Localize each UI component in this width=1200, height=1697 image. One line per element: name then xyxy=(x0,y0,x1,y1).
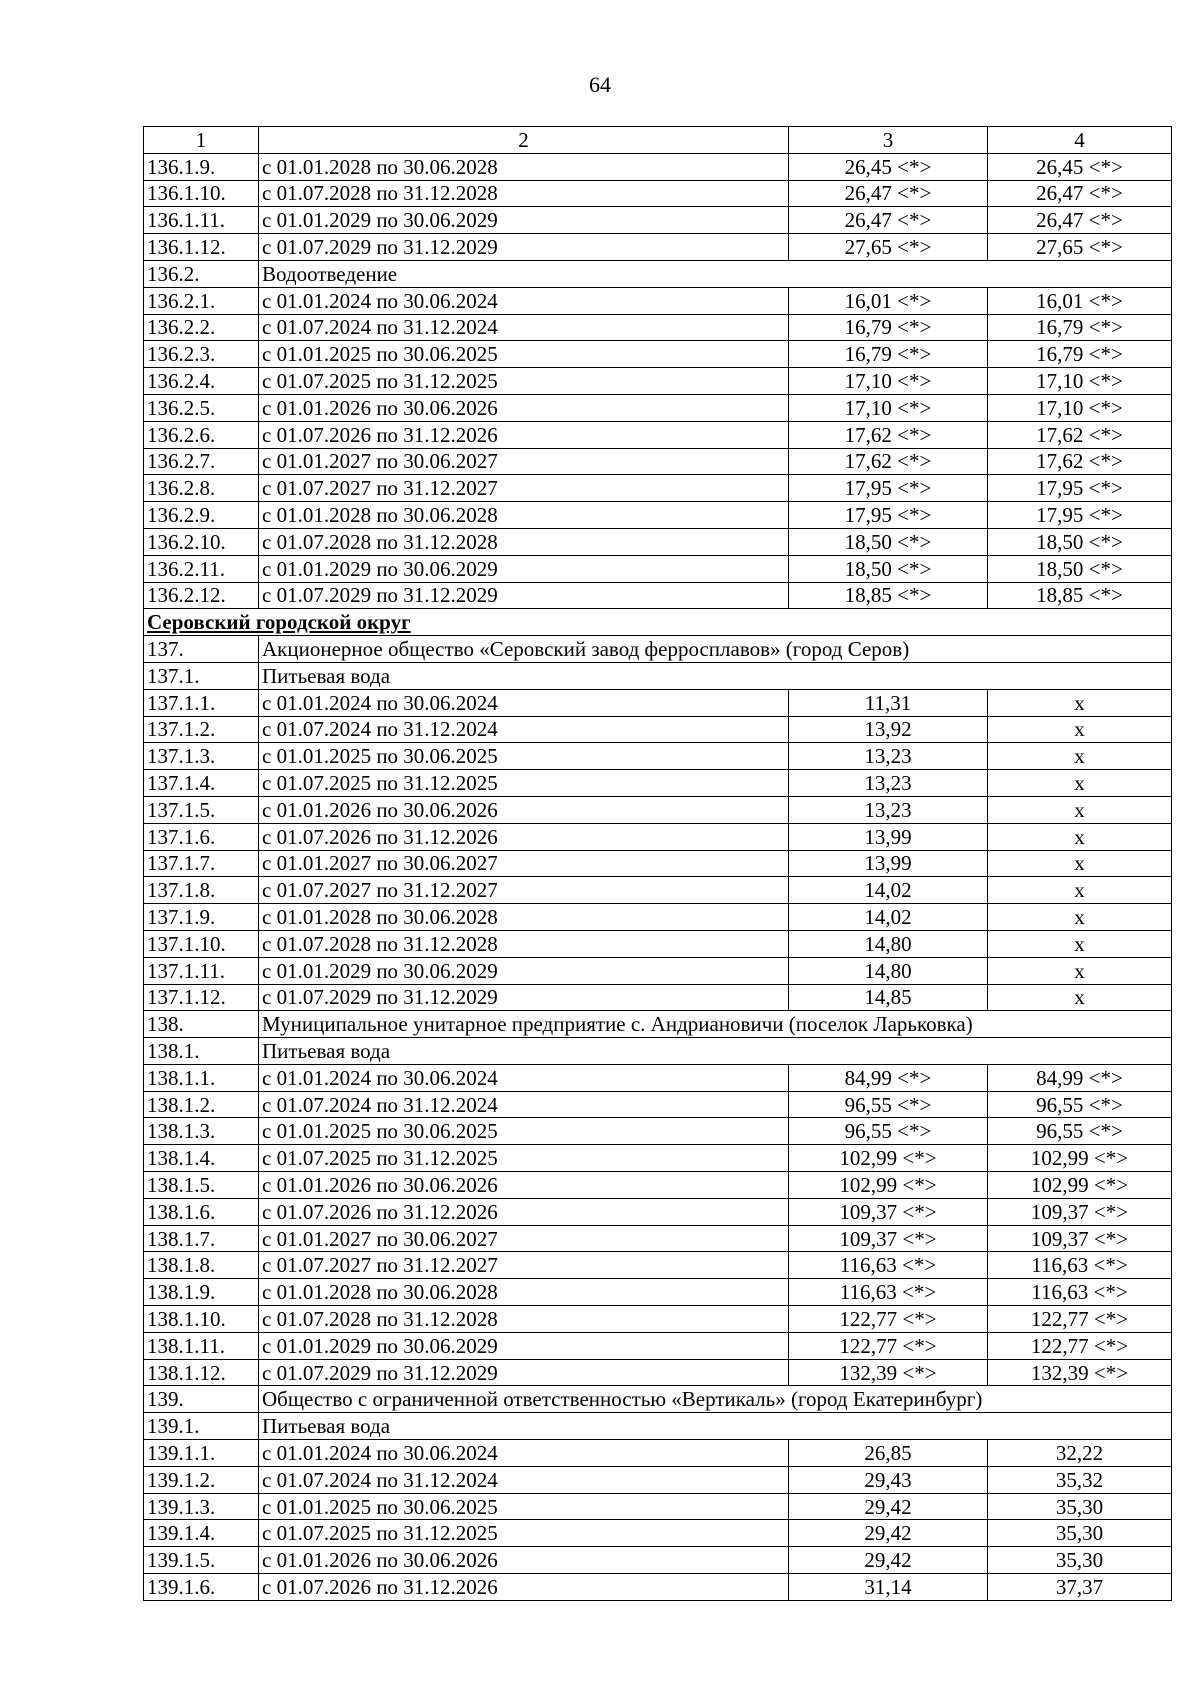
row-number: 137.1.10. xyxy=(144,930,259,957)
value-col3: 96,55 <*> xyxy=(789,1091,988,1118)
row-number: 138.1.8. xyxy=(144,1252,259,1279)
period-cell: с 01.01.2028 по 30.06.2028 xyxy=(259,502,789,529)
row-number: 136.2. xyxy=(144,260,259,287)
value-col3: 14,02 xyxy=(789,904,988,931)
value-col3: 26,47 <*> xyxy=(789,180,988,207)
value-col4: 35,30 xyxy=(988,1493,1172,1520)
table-row xyxy=(144,1306,1172,1333)
table-row xyxy=(144,877,1172,904)
row-number: 136.1.11. xyxy=(144,207,259,234)
period-cell: с 01.01.2025 по 30.06.2025 xyxy=(259,743,789,770)
period-cell: с 01.07.2025 по 31.12.2025 xyxy=(259,368,789,395)
table-row xyxy=(144,475,1172,502)
table-row xyxy=(144,1279,1172,1306)
value-col3: 17,62 <*> xyxy=(789,448,988,475)
period-cell: с 01.07.2027 по 31.12.2027 xyxy=(259,1252,789,1279)
table-body xyxy=(144,153,1172,1600)
row-number: 138.1.3. xyxy=(144,1118,259,1145)
row-number: 139.1. xyxy=(144,1413,259,1440)
period-cell: с 01.01.2026 по 30.06.2026 xyxy=(259,394,789,421)
row-number: 137.1.7. xyxy=(144,850,259,877)
table-row xyxy=(144,341,1172,368)
period-cell: с 01.01.2024 по 30.06.2024 xyxy=(259,689,789,716)
value-col4: 109,37 <*> xyxy=(988,1225,1172,1252)
value-col3: 14,80 xyxy=(789,930,988,957)
value-col4: 37,37 xyxy=(988,1574,1172,1601)
value-col4: х xyxy=(988,716,1172,743)
value-col3: 26,47 <*> xyxy=(789,207,988,234)
value-col3: 29,42 xyxy=(789,1520,988,1547)
district-title: Серовский городской округ xyxy=(144,609,1172,636)
table-row xyxy=(144,957,1172,984)
row-number: 138.1.2. xyxy=(144,1091,259,1118)
table-row xyxy=(144,904,1172,931)
row-number: 138.1.7. xyxy=(144,1225,259,1252)
value-col4: 122,77 <*> xyxy=(988,1332,1172,1359)
value-col4: 17,95 <*> xyxy=(988,475,1172,502)
table-row xyxy=(144,1172,1172,1199)
table-row xyxy=(144,1520,1172,1547)
section-title: Питьевая вода xyxy=(259,1413,1172,1440)
table-row xyxy=(144,582,1172,609)
table-row xyxy=(144,1198,1172,1225)
period-cell: с 01.01.2027 по 30.06.2027 xyxy=(259,1225,789,1252)
value-col3: 122,77 <*> xyxy=(789,1332,988,1359)
value-col3: 29,43 xyxy=(789,1466,988,1493)
value-col3: 84,99 <*> xyxy=(789,1064,988,1091)
row-number: 138.1.1. xyxy=(144,1064,259,1091)
table-row xyxy=(144,796,1172,823)
value-col3: 17,10 <*> xyxy=(789,394,988,421)
value-col3: 17,95 <*> xyxy=(789,502,988,529)
row-number: 137. xyxy=(144,636,259,663)
table-row xyxy=(144,850,1172,877)
value-col4: 18,50 <*> xyxy=(988,528,1172,555)
row-number: 139.1.4. xyxy=(144,1520,259,1547)
section-title: Акционерное общество «Серовский завод ферросплавов» (город Серов) xyxy=(259,636,1172,663)
value-col4: х xyxy=(988,850,1172,877)
period-cell: с 01.07.2028 по 31.12.2028 xyxy=(259,528,789,555)
table-row xyxy=(144,1225,1172,1252)
table-row xyxy=(144,207,1172,234)
value-col4: х xyxy=(988,796,1172,823)
column-header-2: 2 xyxy=(259,127,789,154)
table-header-row xyxy=(144,127,1172,154)
row-number: 138. xyxy=(144,1011,259,1038)
value-col4: 102,99 <*> xyxy=(988,1145,1172,1172)
period-cell: с 01.07.2024 по 31.12.2024 xyxy=(259,1466,789,1493)
period-cell: с 01.01.2029 по 30.06.2029 xyxy=(259,555,789,582)
value-col3: 26,85 xyxy=(789,1440,988,1467)
section-row xyxy=(144,1011,1172,1038)
row-number: 138.1.12. xyxy=(144,1359,259,1386)
value-col4: х xyxy=(988,770,1172,797)
value-col3: 18,85 <*> xyxy=(789,582,988,609)
value-col3: 31,14 xyxy=(789,1574,988,1601)
period-cell: с 01.01.2028 по 30.06.2028 xyxy=(259,1279,789,1306)
table-row xyxy=(144,528,1172,555)
value-col4: 116,63 <*> xyxy=(988,1279,1172,1306)
table-row xyxy=(144,1064,1172,1091)
value-col4: 35,30 xyxy=(988,1547,1172,1574)
period-cell: с 01.01.2024 по 30.06.2024 xyxy=(259,1064,789,1091)
table-row xyxy=(144,1466,1172,1493)
value-col3: 11,31 xyxy=(789,689,988,716)
value-col3: 18,50 <*> xyxy=(789,528,988,555)
period-cell: с 01.07.2028 по 31.12.2028 xyxy=(259,180,789,207)
row-number: 138.1.10. xyxy=(144,1306,259,1333)
row-number: 137.1.12. xyxy=(144,984,259,1011)
table-row xyxy=(144,180,1172,207)
period-cell: с 01.07.2026 по 31.12.2026 xyxy=(259,421,789,448)
value-col4: 35,32 xyxy=(988,1466,1172,1493)
value-col4: 18,85 <*> xyxy=(988,582,1172,609)
row-number: 136.2.3. xyxy=(144,341,259,368)
tariff-table xyxy=(143,126,1172,1601)
row-number: 136.2.1. xyxy=(144,287,259,314)
row-number: 138.1.4. xyxy=(144,1145,259,1172)
value-col4: 32,22 xyxy=(988,1440,1172,1467)
period-cell: с 01.07.2024 по 31.12.2024 xyxy=(259,716,789,743)
value-col4: 26,47 <*> xyxy=(988,207,1172,234)
value-col3: 17,10 <*> xyxy=(789,368,988,395)
district-row xyxy=(144,609,1172,636)
value-col3: 116,63 <*> xyxy=(789,1279,988,1306)
value-col4: 84,99 <*> xyxy=(988,1064,1172,1091)
table-row xyxy=(144,1493,1172,1520)
row-number: 136.2.9. xyxy=(144,502,259,529)
value-col3: 17,95 <*> xyxy=(789,475,988,502)
section-title: Водоотведение xyxy=(259,260,1172,287)
table-row xyxy=(144,930,1172,957)
table-row xyxy=(144,823,1172,850)
value-col4: 96,55 <*> xyxy=(988,1118,1172,1145)
period-cell: с 01.07.2029 по 31.12.2029 xyxy=(259,1359,789,1386)
table-row xyxy=(144,770,1172,797)
value-col4: 96,55 <*> xyxy=(988,1091,1172,1118)
table-row xyxy=(144,1547,1172,1574)
row-number: 137.1.8. xyxy=(144,877,259,904)
section-row xyxy=(144,1386,1172,1413)
row-number: 137.1.1. xyxy=(144,689,259,716)
row-number: 136.1.9. xyxy=(144,153,259,180)
period-cell: с 01.07.2026 по 31.12.2026 xyxy=(259,823,789,850)
period-cell: с 01.07.2028 по 31.12.2028 xyxy=(259,1306,789,1333)
table-row xyxy=(144,448,1172,475)
row-number: 136.2.5. xyxy=(144,394,259,421)
table-row xyxy=(144,1252,1172,1279)
period-cell: с 01.07.2027 по 31.12.2027 xyxy=(259,877,789,904)
row-number: 136.2.4. xyxy=(144,368,259,395)
period-cell: с 01.07.2025 по 31.12.2025 xyxy=(259,1520,789,1547)
period-cell: с 01.07.2027 по 31.12.2027 xyxy=(259,475,789,502)
value-col3: 17,62 <*> xyxy=(789,421,988,448)
period-cell: с 01.01.2024 по 30.06.2024 xyxy=(259,1440,789,1467)
section-row xyxy=(144,260,1172,287)
value-col3: 13,92 xyxy=(789,716,988,743)
table-row xyxy=(144,394,1172,421)
value-col3: 13,23 xyxy=(789,796,988,823)
table-row xyxy=(144,153,1172,180)
row-number: 138.1.5. xyxy=(144,1172,259,1199)
row-number: 136.2.6. xyxy=(144,421,259,448)
period-cell: с 01.07.2025 по 31.12.2025 xyxy=(259,770,789,797)
table-row xyxy=(144,1332,1172,1359)
table-row xyxy=(144,1574,1172,1601)
value-col4: х xyxy=(988,743,1172,770)
column-header-1: 1 xyxy=(144,127,259,154)
period-cell: с 01.01.2026 по 30.06.2026 xyxy=(259,796,789,823)
period-cell: с 01.01.2026 по 30.06.2026 xyxy=(259,1172,789,1199)
period-cell: с 01.01.2025 по 30.06.2025 xyxy=(259,1493,789,1520)
row-number: 138.1.6. xyxy=(144,1198,259,1225)
period-cell: с 01.07.2028 по 31.12.2028 xyxy=(259,930,789,957)
period-cell: с 01.01.2029 по 30.06.2029 xyxy=(259,207,789,234)
row-number: 137.1.5. xyxy=(144,796,259,823)
value-col4: 17,95 <*> xyxy=(988,502,1172,529)
row-number: 136.2.12. xyxy=(144,582,259,609)
period-cell: с 01.07.2026 по 31.12.2026 xyxy=(259,1574,789,1601)
value-col3: 29,42 xyxy=(789,1547,988,1574)
table-row xyxy=(144,287,1172,314)
value-col4: 16,79 <*> xyxy=(988,341,1172,368)
value-col4: 16,79 <*> xyxy=(988,314,1172,341)
value-col3: 109,37 <*> xyxy=(789,1225,988,1252)
row-number: 137.1. xyxy=(144,662,259,689)
period-cell: с 01.07.2029 по 31.12.2029 xyxy=(259,234,789,261)
period-cell: с 01.07.2029 по 31.12.2029 xyxy=(259,582,789,609)
table-row xyxy=(144,234,1172,261)
table-row xyxy=(144,1118,1172,1145)
period-cell: с 01.07.2024 по 31.12.2024 xyxy=(259,1091,789,1118)
row-number: 139.1.2. xyxy=(144,1466,259,1493)
value-col4: 26,47 <*> xyxy=(988,180,1172,207)
value-col3: 14,85 xyxy=(789,984,988,1011)
row-number: 139. xyxy=(144,1386,259,1413)
row-number: 136.2.11. xyxy=(144,555,259,582)
period-cell: с 01.01.2024 по 30.06.2024 xyxy=(259,287,789,314)
row-number: 136.2.2. xyxy=(144,314,259,341)
row-number: 139.1.1. xyxy=(144,1440,259,1467)
row-number: 136.2.10. xyxy=(144,528,259,555)
value-col3: 27,65 <*> xyxy=(789,234,988,261)
table-row xyxy=(144,555,1172,582)
row-number: 137.1.2. xyxy=(144,716,259,743)
period-cell: с 01.01.2026 по 30.06.2026 xyxy=(259,1547,789,1574)
row-number: 136.2.8. xyxy=(144,475,259,502)
row-number: 139.1.6. xyxy=(144,1574,259,1601)
value-col4: 17,62 <*> xyxy=(988,421,1172,448)
section-title: Муниципальное унитарное предприятие с. Андриановичи (поселок Ларьковка) xyxy=(259,1011,1172,1038)
value-col4: 17,10 <*> xyxy=(988,394,1172,421)
value-col4: х xyxy=(988,904,1172,931)
value-col4: 26,45 <*> xyxy=(988,153,1172,180)
period-cell: с 01.01.2028 по 30.06.2028 xyxy=(259,153,789,180)
value-col3: 26,45 <*> xyxy=(789,153,988,180)
value-col4: 122,77 <*> xyxy=(988,1306,1172,1333)
value-col3: 102,99 <*> xyxy=(789,1145,988,1172)
table-row xyxy=(144,314,1172,341)
period-cell: с 01.01.2025 по 30.06.2025 xyxy=(259,1118,789,1145)
period-cell: с 01.07.2026 по 31.12.2026 xyxy=(259,1198,789,1225)
period-cell: с 01.01.2027 по 30.06.2027 xyxy=(259,448,789,475)
value-col4: 109,37 <*> xyxy=(988,1198,1172,1225)
value-col3: 13,23 xyxy=(789,743,988,770)
value-col3: 109,37 <*> xyxy=(789,1198,988,1225)
value-col4: х xyxy=(988,957,1172,984)
value-col3: 14,02 xyxy=(789,877,988,904)
table-row xyxy=(144,1440,1172,1467)
value-col3: 29,42 xyxy=(789,1493,988,1520)
section-row xyxy=(144,1038,1172,1065)
table-row xyxy=(144,1091,1172,1118)
value-col3: 16,79 <*> xyxy=(789,341,988,368)
value-col3: 13,23 xyxy=(789,770,988,797)
value-col3: 13,99 xyxy=(789,823,988,850)
period-cell: с 01.01.2025 по 30.06.2025 xyxy=(259,341,789,368)
period-cell: с 01.07.2029 по 31.12.2029 xyxy=(259,984,789,1011)
row-number: 136.2.7. xyxy=(144,448,259,475)
row-number: 137.1.3. xyxy=(144,743,259,770)
row-number: 138.1.9. xyxy=(144,1279,259,1306)
table-row xyxy=(144,421,1172,448)
value-col4: 132,39 <*> xyxy=(988,1359,1172,1386)
value-col3: 14,80 xyxy=(789,957,988,984)
value-col4: 27,65 <*> xyxy=(988,234,1172,261)
value-col4: 35,30 xyxy=(988,1520,1172,1547)
column-header-4: 4 xyxy=(988,127,1172,154)
section-title: Питьевая вода xyxy=(259,662,1172,689)
row-number: 139.1.5. xyxy=(144,1547,259,1574)
value-col4: 18,50 <*> xyxy=(988,555,1172,582)
value-col3: 102,99 <*> xyxy=(789,1172,988,1199)
period-cell: с 01.01.2027 по 30.06.2027 xyxy=(259,850,789,877)
period-cell: с 01.07.2024 по 31.12.2024 xyxy=(259,314,789,341)
value-col3: 96,55 <*> xyxy=(789,1118,988,1145)
section-row xyxy=(144,1413,1172,1440)
table-row xyxy=(144,984,1172,1011)
value-col4: х xyxy=(988,877,1172,904)
page-number: 64 xyxy=(589,72,611,97)
table-row xyxy=(144,743,1172,770)
section-row xyxy=(144,636,1172,663)
value-col3: 132,39 <*> xyxy=(789,1359,988,1386)
value-col3: 16,01 <*> xyxy=(789,287,988,314)
period-cell: с 01.01.2028 по 30.06.2028 xyxy=(259,904,789,931)
row-number: 138.1.11. xyxy=(144,1332,259,1359)
value-col4: х xyxy=(988,823,1172,850)
row-number: 137.1.11. xyxy=(144,957,259,984)
value-col3: 18,50 <*> xyxy=(789,555,988,582)
value-col4: 16,01 <*> xyxy=(988,287,1172,314)
value-col3: 116,63 <*> xyxy=(789,1252,988,1279)
section-title: Общество с ограниченной ответственностью «Вертикаль» (город Екатеринбург) xyxy=(259,1386,1172,1413)
table-row xyxy=(144,689,1172,716)
row-number: 137.1.6. xyxy=(144,823,259,850)
table-row xyxy=(144,716,1172,743)
value-col4: 17,10 <*> xyxy=(988,368,1172,395)
period-cell: с 01.01.2029 по 30.06.2029 xyxy=(259,957,789,984)
value-col4: 116,63 <*> xyxy=(988,1252,1172,1279)
row-number: 139.1.3. xyxy=(144,1493,259,1520)
table-row xyxy=(144,502,1172,529)
value-col3: 122,77 <*> xyxy=(789,1306,988,1333)
row-number: 137.1.4. xyxy=(144,770,259,797)
value-col3: 16,79 <*> xyxy=(789,314,988,341)
row-number: 136.1.12. xyxy=(144,234,259,261)
period-cell: с 01.07.2025 по 31.12.2025 xyxy=(259,1145,789,1172)
value-col4: 17,62 <*> xyxy=(988,448,1172,475)
row-number: 138.1. xyxy=(144,1038,259,1065)
row-number: 137.1.9. xyxy=(144,904,259,931)
table-row xyxy=(144,1145,1172,1172)
value-col3: 13,99 xyxy=(789,850,988,877)
value-col4: х xyxy=(988,984,1172,1011)
value-col4: х xyxy=(988,689,1172,716)
column-header-3: 3 xyxy=(789,127,988,154)
row-number: 136.1.10. xyxy=(144,180,259,207)
period-cell: с 01.01.2029 по 30.06.2029 xyxy=(259,1332,789,1359)
section-title: Питьевая вода xyxy=(259,1038,1172,1065)
section-row xyxy=(144,662,1172,689)
value-col4: 102,99 <*> xyxy=(988,1172,1172,1199)
table-row xyxy=(144,1359,1172,1386)
table-row xyxy=(144,368,1172,395)
value-col4: х xyxy=(988,930,1172,957)
